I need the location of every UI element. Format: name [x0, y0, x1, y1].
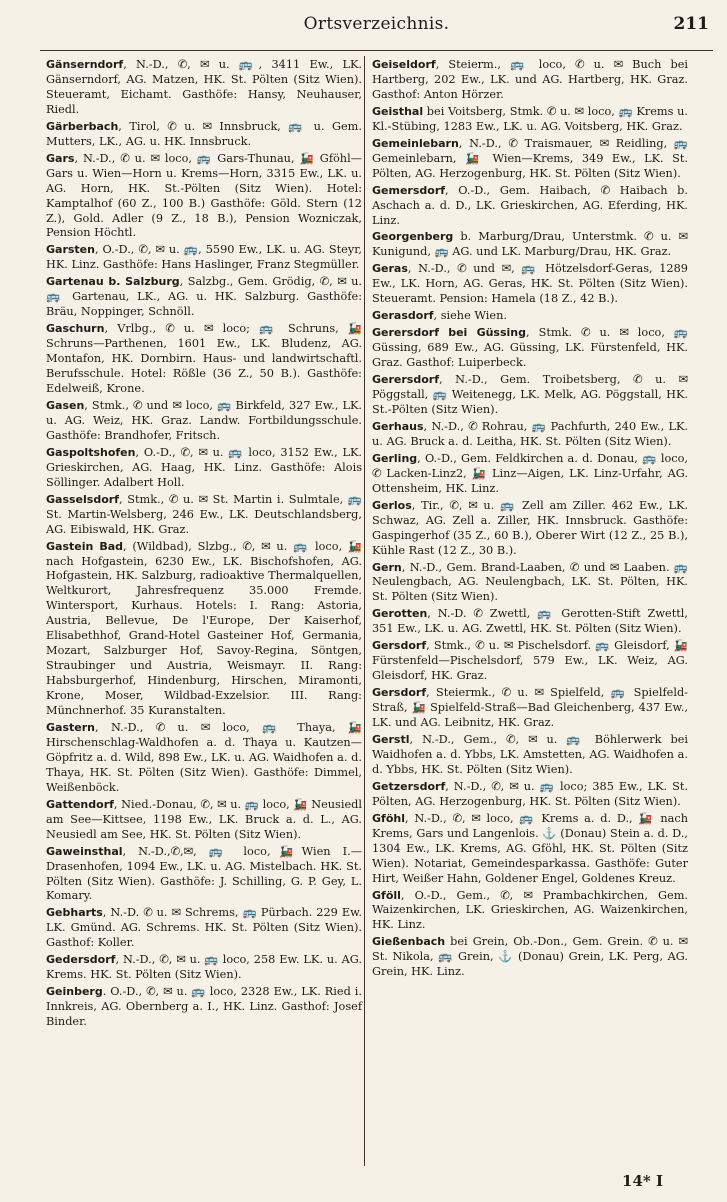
directory-entry — [372, 935, 688, 980]
entry-name: Gars — [46, 151, 75, 165]
entry-text: , Salzbg., Gem. Grödig, ✆, ✉ u. 🚌 Gartenau, LK., AG. u. HK. Salzburg. Gasthöfe: Bräu, Noppinger, Schnöll. — [46, 275, 362, 319]
entry-text: , Tir., ✆, ✉ u. 🚌 Zell am Ziller. 462 Ew., LK. Schwaz, AG. Zell a. Ziller, HK. Innsbruck. Gasthöfe: Gaspingerhof (35 Z., 60 B.), Oberer Wirt (12 Z., 25 B.), Kühle Rast (12 Z., 30 B.). — [372, 498, 688, 557]
entry-text: , O.-D., Gem. Haibach, ✆ Haibach b. Aschach a. d. D., LK. Grieskirchen, AG. Eferding, HK. Linz. — [372, 183, 688, 227]
entry-name: Gerersdorf bei Güssing — [372, 326, 526, 340]
directory-entry — [46, 120, 362, 150]
entry-name: Gersdorf — [372, 639, 427, 653]
directory-entry — [372, 607, 688, 637]
entry-text: , Steiermk., ✆ u. ✉ Spielfeld, 🚌 Spielfeld-Straß, 🚂 Spielfeld-Straß—Bad Gleichenberg, 437 Ew., LK. und AG. Leibnitz, HK. Graz. — [372, 686, 688, 730]
directory-entry — [372, 373, 688, 418]
directory-entry — [372, 420, 688, 450]
entry-name: Gerasdorf — [372, 309, 434, 323]
entry-text: , N.-D.,✆,✉, 🚌 loco,🚂Wien I.—Drasenhofen, 1094 Ew., LK. u. AG. Mistelbach. HK. St. Pölten (Sitz Wien). Gasthöfe: J. Schilling, G. P. Gey, L. Komary. — [46, 844, 362, 903]
entry-text: , N.-D., ✆ und ✉, 🚌 Hötzelsdorf-Geras, 1289 Ew., LK. Horn, AG. Geras, HK. St. Pölten (Sitz Wien). Steueramt. Pension: Hamela (18 Z., 42 B.). — [372, 262, 688, 306]
entry-text: , N.-D., ✆, ✉ u. 🚌 loco; 385 Ew., LK. St. Pölten, AG. Herzogenburg, HK. St. Pölten (Sitz Wien). — [372, 779, 688, 808]
left-column — [46, 58, 362, 1032]
entry-name: Gaspoltshofen — [46, 445, 136, 459]
entry-text: , Tirol, ✆ u. ✉ Innsbruck, 🚌 u. Gem. Mutters, LK., AG. u. HK. Innsbruck. — [46, 119, 362, 148]
directory-entry — [46, 721, 362, 796]
entry-name: Gerlos — [372, 498, 412, 512]
entry-text: b. Marburg/Drau, Unterstmk. ✆ u. ✉ Kunigund, 🚌 AG. und LK. Marburg/Drau, HK. Graz. — [372, 230, 688, 259]
entry-text: , N.-D., ✆, ✉ u. 🚌, 3411 Ew., LK. Gänserndorf, AG. Matzen, HK. St. Pölten (Sitz Wien). Steueramt, Eichamt. Gasthöfe: Hansy, Neuhauser, Riedl. — [46, 58, 362, 116]
entry-name: Gerotten — [372, 607, 428, 621]
directory-entry — [372, 58, 688, 103]
directory-entry — [372, 184, 688, 229]
right-column — [372, 58, 688, 982]
entry-name: Gastern — [46, 720, 95, 734]
directory-entry — [372, 686, 688, 731]
entry-text: , N.-D., ✆ Traismauer, ✉ Reidling, 🚌 Gemeinlebarn, 🚂 Wien—Krems, 349 Ew., LK. St. Pölten, AG. Herzogenburg, HK. St. Pölten (Sitz Wien). — [372, 136, 688, 180]
directory-entry — [372, 889, 688, 934]
entry-text: , O.-D., ✆, ✉ u. 🚌 loco, 3152 Ew., LK. Grieskirchen, AG. Haag, HK. Linz. Gasthöfe: Alois Söllinger. Adalbert Holl. — [46, 445, 362, 489]
directory-entry — [372, 639, 688, 684]
directory-entry — [46, 152, 362, 242]
directory-entry — [46, 399, 362, 444]
directory-entry — [372, 309, 688, 324]
entry-name: Georgenberg — [372, 230, 454, 244]
entry-name: Gföll — [372, 888, 401, 902]
entry-text: , N.-D., ✆ Rohrau, 🚌 Pachfurth, 240 Ew., LK. u. AG. Bruck a. d. Leitha, HK. St. Pölten (Sitz Wien). — [372, 419, 688, 448]
entry-text: , Steierm., 🚌 loco, ✆ u. ✉ Buch bei Hartberg, 202 Ew., LK. und AG. Hartberg, HK. Graz. Gasthof: Anton Hörzer. — [372, 58, 688, 101]
entry-text: , Stmk., ✆ und ✉ loco, 🚌 Birkfeld, 327 Ew., LK. u. AG. Weiz, HK. Graz. Landw. Fortbildungsschule. Gasthöfe: Brandhofer, Fritsch. — [46, 398, 362, 442]
directory-entry — [372, 812, 688, 887]
entry-text: , Nied.-Donau, ✆, ✉ u. 🚌 loco, 🚂 Neusiedl am See—Kittsee, 1198 Ew., LK. Bruck a. d. L., AG. Neusiedl am See, HK. St. Pölten (Sitz Wien). — [46, 797, 362, 841]
entry-text: , N.-D., Gem. Troibetsberg, ✆ u. ✉ Pöggstall, 🚌 Weitenegg, LK. Melk, AG. Pöggstall, HK. St.-Pölten (Sitz Wien). — [372, 373, 688, 416]
entry-text: bei Voitsberg, Stmk. ✆ u. ✉ loco, 🚌 Krems u. Kl.-Stübing, 1283 Ew., LK. u. AG. Voitsberg, HK. Graz. — [372, 104, 688, 133]
entry-name: Gerling — [372, 451, 418, 465]
entry-name: Geras — [372, 262, 408, 276]
entry-text: , N.-D., ✆ u. ✉ loco, 🚌 Gars-Thunau, 🚂 Gföhl—Gars u. Wien—Horn u. Krems—Horn, 3315 Ew., LK. u. AG. Horn, HK. St.-Pölten (Sitz Wien). Hotel: Kamptalhof (60 Z., 100 B.) Gasthöfe: Göld. Stern (12 Z.), Gold. Adler (9 Z., 18 B.), Pension Wozniczak, Pension Höchtl. — [46, 151, 362, 240]
entry-name: Geinberg — [46, 985, 103, 999]
directory-entry — [46, 985, 362, 1030]
directory-entry — [372, 326, 688, 371]
directory-entry — [46, 322, 362, 397]
entry-text: , O.-D., Gem. Feldkirchen a. d. Donau, 🚌 loco, ✆ Lacken-Linz2, 🚂 Linz—Aigen, LK. Linz-Urfahr, AG. Ottensheim, HK. Linz. — [372, 451, 688, 495]
directory-entry — [46, 58, 362, 118]
entry-name: Gastein Bad — [46, 539, 124, 553]
entry-name: Gebharts — [46, 906, 103, 920]
entry-name: Gießenbach — [372, 935, 446, 949]
directory-entry — [372, 230, 688, 260]
directory-entry — [372, 733, 688, 778]
entry-text: , (Wildbad), Slzbg., ✆, ✉ u. 🚌 loco, 🚂 nach Hofgastein, 6230 Ew., LK. Bischofshofen, AG. Hofgastein, HK. Salzburg, radioaktive Thermalquellen, Weltkurort, Jahresfrequenz 35.000 Fremde. Wintersport, Kurhaus. Hotels: I. Rang: Astoria, Austria, Bellevue, De l'Europe, Der Kaiserhof, Elisabethhof, Grand-Hotel Gasteiner Hof, Germania, Mozart, Salzburger Hof, Savoy-Regina, Söntgen, Straubinger und Austria, Weismayr. II. Rang: Habsburgerhof, Hindenburg, Hirschen, Miramonti, Krone, Moser, Wildbad-Exzelsior. III. Rang: Münchnerhof. 35 Kuranstalten. — [46, 539, 362, 718]
directory-entry — [46, 953, 362, 983]
entry-name: Gemersdorf — [372, 183, 446, 197]
entry-name: Gedersdorf — [46, 953, 116, 967]
directory-entry — [46, 493, 362, 538]
entry-name: Gern — [372, 560, 402, 574]
entry-text: , N.-D., Gem. Brand-Laaben, ✆ und ✉ Laaben. 🚌 Neulengbach, AG. Neulengbach, LK. St. Pölten, HK. St. Pölten (Sitz Wien). — [372, 560, 688, 604]
entry-text: , siehe Wien. — [433, 309, 507, 323]
entry-name: Geiseldorf — [372, 58, 436, 71]
entry-name: Gasselsdorf — [46, 492, 119, 506]
entry-text: , N.-D., Gem., ✆, ✉ u. 🚌 Böhlerwerk bei Waidhofen a. d. Ybbs, LK. Amstetten, AG. Waidhofen a. d. Ybbs, HK. St. Pölten (Sitz Wien). — [372, 732, 688, 776]
directory-entry — [372, 561, 688, 606]
entry-text: , Vrlbg., ✆ u. ✉ loco; 🚌 Schruns, 🚂 Schruns—Parthenen, 1601 Ew., LK. Bludenz, AG. Montafon, HK. Dornbirn. Haus- und landwirtschaftl. Berufsschule. Hotel: Rößle (36 Z., 50 B.). Gasthöfe: Edelweiß, Krone. — [46, 322, 362, 396]
directory-entry — [372, 262, 688, 307]
entry-name: Gasen — [46, 398, 85, 412]
page-title: Ortsverzeichnis. — [303, 14, 450, 34]
directory-entry — [372, 452, 688, 497]
entry-name: Gemeinlebarn — [372, 136, 459, 150]
directory-entry — [46, 446, 362, 491]
directory-entry — [46, 275, 362, 320]
directory-entry — [46, 540, 362, 719]
directory-entry — [46, 798, 362, 843]
entry-text: bei Grein, Ob.-Don., Gem. Grein. ✆ u. ✉ St. Nikola, 🚌 Grein, ⚓ (Donau) Grein, LK. Perg, AG. Grein, HK. Linz. — [372, 935, 688, 979]
entry-text: , N.-D. ✆ u. ✉ Schrems, 🚌 Pürbach. 229 Ew. LK. Gmünd. AG. Schrems. HK. St. Pölten (Sitz Wien). Gasthof: Koller. — [46, 906, 362, 950]
entry-text: , O.-D., Gem., ✆, ✉ Prambachkirchen, Gem. Waizenkirchen, LK. Grieskirchen, AG. Waizenkirchen, HK. Linz. — [372, 888, 688, 932]
entry-text: , Stmk., ✆ u. ✉ St. Martin i. Sulmtale, 🚌 St. Martin-Welsberg, 246 Ew., LK. Deutschlandsberg, AG. Eibiswald, HK. Graz. — [46, 492, 362, 536]
entry-text: , O.-D., ✆, ✉ u. 🚌, 5590 Ew., LK. u. AG. Steyr, HK. Linz. Gasthöfe: Hans Haslinger, Franz Stegmüller. — [46, 243, 362, 272]
directory-entry — [46, 906, 362, 951]
entry-name: Gerersdorf — [372, 373, 439, 387]
directory-entry — [46, 845, 362, 905]
entry-name: Getzersdorf — [372, 779, 446, 793]
directory-entry — [372, 499, 688, 559]
directory-entry — [372, 137, 688, 182]
entry-text: , N.-D. ✆ Zwettl, 🚌 Gerotten-Stift Zwettl, 351 Ew., LK. u. AG. Zwettl, HK. St. Pölten (Sitz Wien). — [372, 607, 688, 636]
entry-text: . O.-D., ✆, ✉ u. 🚌 loco, 2328 Ew., LK. Ried i. Innkreis, AG. Obernberg a. I., HK. Linz. Gasthof: Josef Binder. — [46, 985, 362, 1029]
signature-mark: 14* I — [622, 1172, 663, 1190]
entry-name: Garsten — [46, 243, 95, 257]
entry-name: Gföhl — [372, 811, 405, 825]
entry-name: Gartenau b. Salzburg — [46, 275, 180, 289]
entry-text: , N.-D., ✆ u. ✉ loco, 🚌 Thaya, 🚂 Hirschenschlag-Waldhofen a. d. Thaya u. Kautzen—Göpfritz a. d. Wild, 898 Ew., LK. u. AG. Waidhofen a. d. Thaya, HK. St. Pölten (Sitz Wien). Gasthöfe: Dimmel, Weißenböck. — [46, 720, 362, 794]
entry-text: , Stmk. ✆ u. ✉ loco, 🚌 Güssing, 689 Ew., AG. Güssing, LK. Fürstenfeld, HK. Graz. Gasthof: Luiperbeck. — [372, 326, 688, 370]
entry-name: Gerhaus — [372, 419, 424, 433]
page-header — [40, 14, 713, 42]
page-number: 211 — [673, 14, 709, 34]
entry-name: Gattendorf — [46, 797, 114, 811]
entry-text: , N.-D., ✆, ✉ loco, 🚌 Krems a. d. D., 🚂 nach Krems, Gars und Langenlois. ⚓ (Donau) Stein a. d. D., 1304 Ew., LK. Krems, AG. Gföhl, HK. St. Pölten (Sitz Wien). Notariat, Gemeindesparkassa. Gasthöfe: Guter Hirt, Weißer Hahn, Goldener Engel, Goldenes Kreuz. — [372, 811, 688, 885]
entry-text: , Stmk., ✆ u. ✉ Pischelsdorf. 🚌 Gleisdorf, 🚂 Fürstenfeld—Pischelsdorf, 579 Ew., LK. Weiz, AG. Gleisdorf, HK. Graz. — [372, 639, 688, 683]
entry-name: Gerstl — [372, 732, 410, 746]
entry-name: Gersdorf — [372, 686, 427, 700]
directory-entry — [372, 780, 688, 810]
directory-entry — [46, 243, 362, 273]
entry-text: , N.-D., ✆, ✉ u. 🚌 loco, 258 Ew. LK. u. AG. Krems. HK. St. Pölten (Sitz Wien). — [46, 953, 362, 982]
entry-name: Gaschurn — [46, 322, 105, 336]
entry-name: Gärberbach — [46, 119, 119, 133]
column-divider — [364, 56, 365, 1166]
header-rule — [40, 50, 713, 51]
entry-name: Geisthal — [372, 104, 424, 118]
directory-entry — [372, 105, 688, 135]
entry-name: Gaweinsthal — [46, 844, 123, 858]
entry-name: Gänserndorf — [46, 58, 124, 71]
